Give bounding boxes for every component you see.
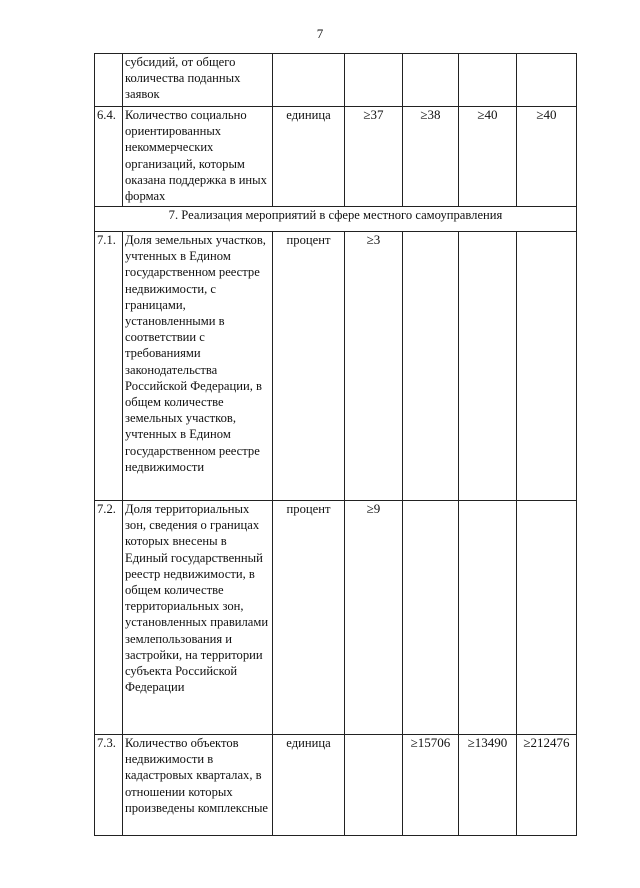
table-row [95,501,577,735]
row-number [95,54,123,107]
section-title: 7. Реализация мероприятий в сфере местного самоуправления [95,207,577,232]
row-number: 6.4. [95,107,123,207]
value-cell: ≥37 [345,107,403,207]
unit-cell: процент [273,232,345,501]
row-number: 7.2. [95,501,123,735]
indicator-name: Количество объектов недвижимости в кадастровых кварталах, в отношении которых произведены комплексные [123,735,273,836]
value-cell: ≥40 [517,107,577,207]
value-cell [403,54,459,107]
value-cell: ≥13490 [459,735,517,836]
table-row [95,54,577,107]
value-cell: ≥3 [345,232,403,501]
unit-cell [273,54,345,107]
value-cell [517,232,577,501]
row-number: 7.1. [95,232,123,501]
value-cell [459,501,517,735]
value-cell [459,232,517,501]
value-cell [403,501,459,735]
value-cell: ≥40 [459,107,517,207]
table-row [95,735,577,836]
value-cell: ≥9 [345,501,403,735]
unit-cell: процент [273,501,345,735]
value-cell [403,232,459,501]
value-cell: ≥15706 [403,735,459,836]
indicator-name: субсидий, от общего количества поданных заявок [123,54,273,107]
row-number: 7.3. [95,735,123,836]
indicator-name: Доля земельных участков, учтенных в Едином государственном реестре недвижимости, с границами, установленными в соответствии с требованиями законодательства Российской Федерации, в общем количестве земельных участков, учтенных в Едином государственном реестре недвижимости [123,232,273,501]
value-cell: ≥212476 [517,735,577,836]
indicator-name: Количество социально ориентированных некоммерческих организаций, которым оказана поддержка в иных формах [123,107,273,207]
value-cell [459,54,517,107]
indicators-table [94,53,577,836]
value-cell [345,735,403,836]
value-cell [345,54,403,107]
indicator-name: Доля территориальных зон, сведения о границах которых внесены в Единый государственный реестр недвижимости, в общем количестве территориальных зон, установленных правилами землепользования и застройки, на территории субъекта Российской Федерации [123,501,273,735]
unit-cell: единица [273,107,345,207]
value-cell: ≥38 [403,107,459,207]
section-row [95,207,577,232]
table-row [95,232,577,501]
page-number: 7 [316,26,324,41]
table-row [95,107,577,207]
value-cell [517,501,577,735]
unit-cell: единица [273,735,345,836]
value-cell [517,54,577,107]
